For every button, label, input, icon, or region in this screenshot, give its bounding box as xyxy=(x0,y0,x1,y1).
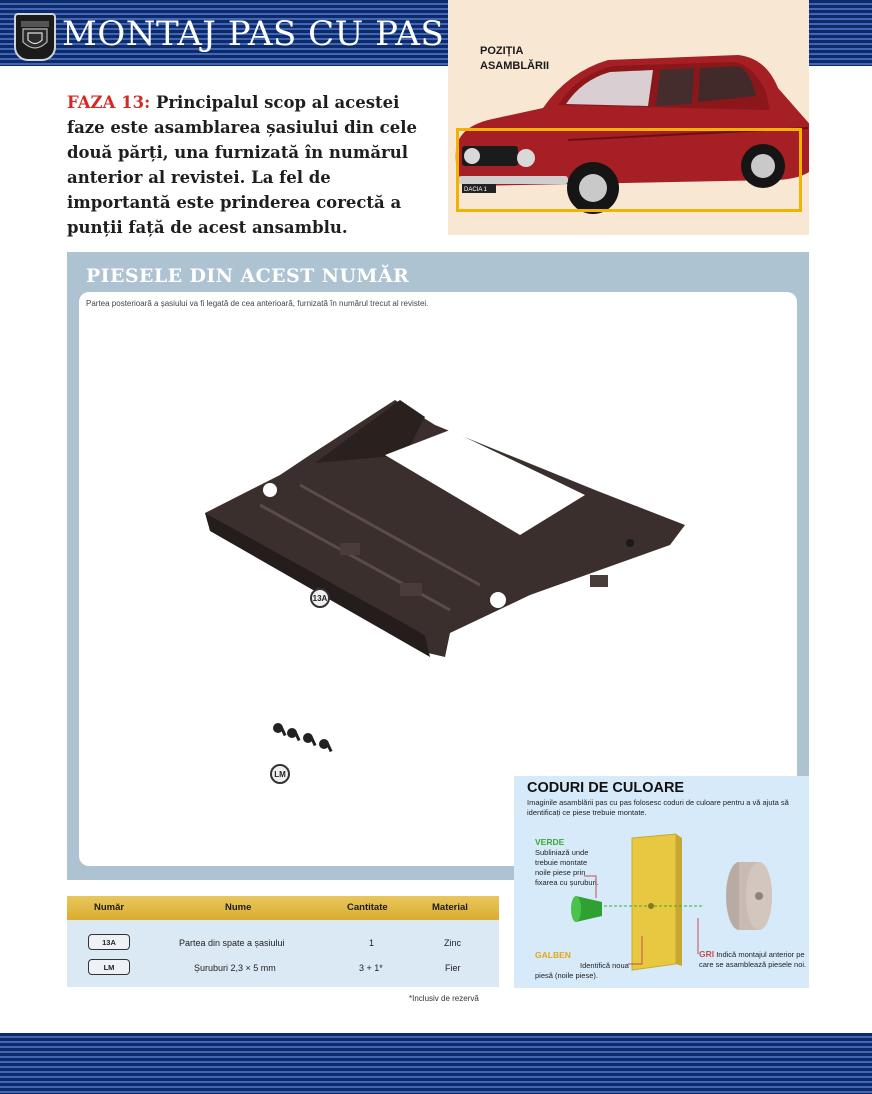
col-name: Nume xyxy=(225,902,252,913)
car-caption-line2: ASAMBLĂRII xyxy=(480,60,550,72)
row-number-badge: LM xyxy=(88,959,130,975)
footer-band xyxy=(0,1033,872,1094)
plate-text: DACIA 1 xyxy=(464,187,488,193)
chassis-rear-part-image xyxy=(200,395,690,665)
page-title: MONTAJ PAS CU PAS xyxy=(62,14,445,54)
color-codes-description: Imaginile asamblării pas cu pas folosesc coduri de culoare pentru a vă ajuta să identificați ce piese trebuie montate. xyxy=(527,798,789,817)
col-number: Număr xyxy=(94,902,125,913)
green-code-text: Subliniază unde trebuie montate noile piese prin fixarea cu șuruburi. xyxy=(535,848,599,887)
parts-table-header xyxy=(67,896,499,920)
phase-label: FAZA 13: xyxy=(67,93,151,112)
row-name: Partea din spate a șasiului xyxy=(179,938,285,948)
part-tag-13a: 13A xyxy=(310,588,330,608)
intro-paragraph xyxy=(67,90,439,240)
part-tag-lm: LM xyxy=(270,764,290,784)
yellow-code-label-text: GALBEN xyxy=(535,950,571,960)
row-name: Șuruburi 2,3 × 5 mm xyxy=(194,963,276,973)
yellow-code-text-content: Identifică noua piesă (noile piese). xyxy=(535,961,629,980)
yellow-code-text xyxy=(535,961,631,981)
row-material: Zinc xyxy=(444,938,462,948)
color-codes-title: CODURI DE CULOARE xyxy=(527,780,685,796)
dacia-logo xyxy=(14,13,56,61)
parts-title: PIESELE DIN ACEST NUMĂR xyxy=(86,265,410,287)
gray-code-label: GRI xyxy=(699,949,715,959)
car-caption-line1: POZIȚIA xyxy=(480,45,524,57)
yellow-code-label xyxy=(535,950,571,960)
col-quantity: Cantitate xyxy=(347,902,388,913)
gray-code-text xyxy=(699,949,809,970)
table-footnote: *Inclusiv de rezervă xyxy=(409,994,479,1003)
table-row xyxy=(67,959,499,979)
intro-text: Principalul scop al acestei faze este asamblarea șasiului din cele două părți, una furnizată în numărul anterior al revistei. La fel de importantă este prinderea corectă a punții față de acest ansamblu. xyxy=(67,93,417,237)
assembly-position-highlight xyxy=(456,128,802,212)
row-number-badge: 13A xyxy=(88,934,130,950)
gray-code-text-content: Indică montajul anterior pe care se asamblează piesele noi. xyxy=(699,950,807,969)
parts-note: Partea posterioară a șasiului va fi legată de cea anterioară, furnizată în numărul trecut al revistei. xyxy=(86,299,429,308)
table-row xyxy=(67,934,499,954)
col-material: Material xyxy=(432,902,468,913)
row-quantity: 3 + 1* xyxy=(359,963,383,973)
row-material: Fier xyxy=(445,963,461,973)
dacia-emblem-icon xyxy=(20,20,50,54)
screws-image xyxy=(268,718,340,764)
green-code-label: VERDE xyxy=(535,837,565,847)
row-quantity: 1 xyxy=(369,938,375,948)
car-caption xyxy=(480,44,600,74)
